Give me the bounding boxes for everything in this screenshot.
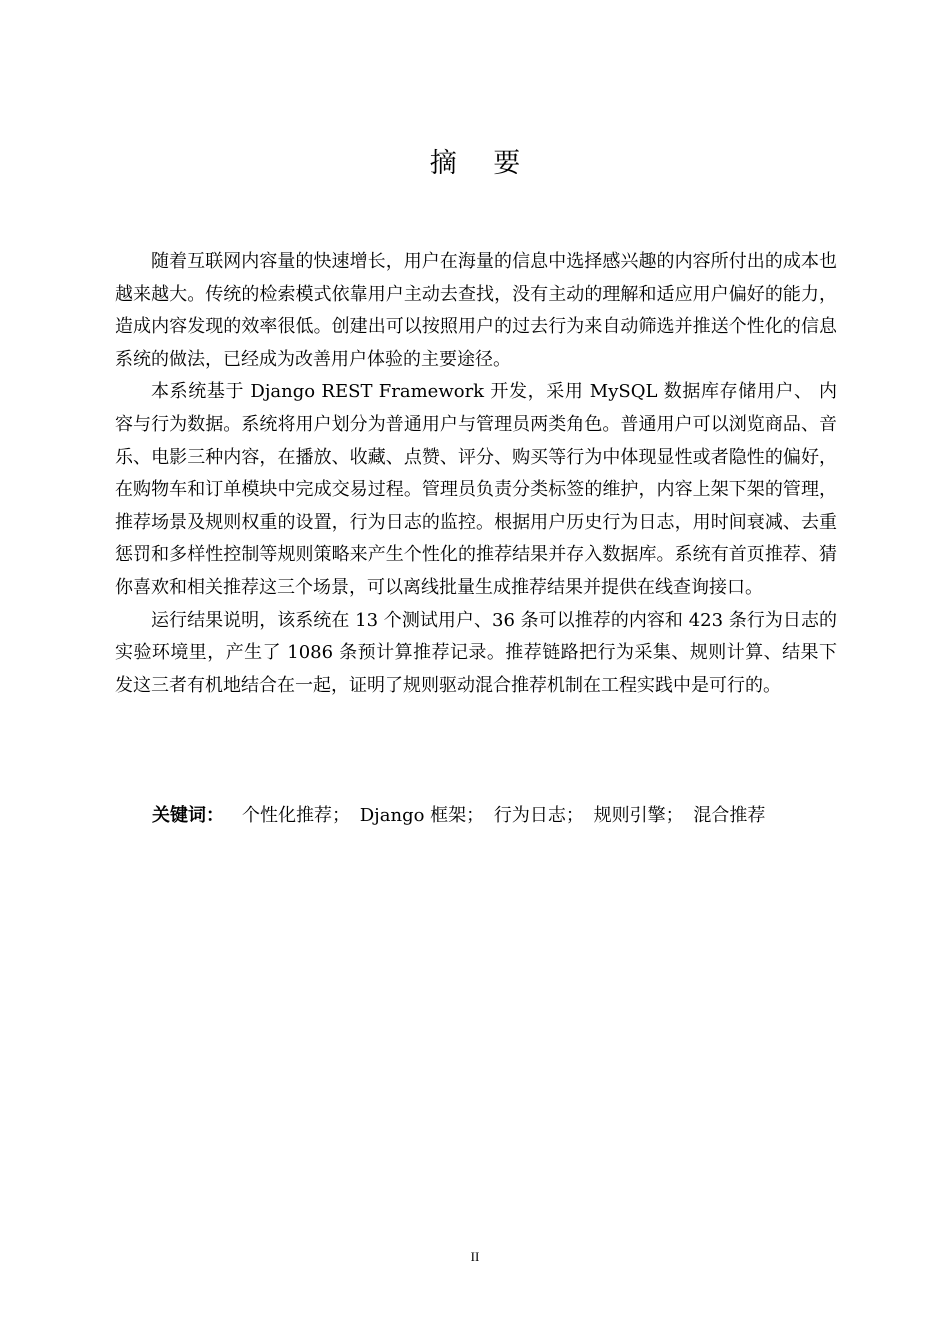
abstract-paragraph-3: 运行结果说明，该系统在 13 个测试用户、36 条可以推荐的内容和 423 条行为日志的实验环境里，产生了 1086 条预计算推荐记录。推荐链路把行为采集、规则计算、结果下发这三者有机地结合在一起，证明了规则驱动混合推荐机制在工程实践中是可行的。: [115, 609, 837, 696]
keyword-4: 规则引擎；: [593, 805, 684, 826]
page-number: II: [470, 1249, 480, 1264]
keyword-5: 混合推荐: [693, 805, 766, 826]
keywords-label: 关键词：: [152, 805, 224, 826]
abstract-paragraph-1: 随着互联网内容量的快速增长，用户在海量的信息中选择感兴趣的内容所付出的成本也越来越大。传统的检索模式依靠用户主动去查找，没有主动的理解和适应用户偏好的能力，造成内容发现的效率很低。创建出可以按照用户的过去行为来自动筛选并推送个性化的信息系统的做法，已经成为改善用户体验的主要途径。: [115, 251, 837, 370]
abstract-paragraph-2: 本系统基于 Django REST Framework 开发，采用 MySQL 数据库存储用户、 内容与行为数据。系统将用户划分为普通用户与管理员两类角色。普通用户可以浏览商品、音乐、电影三种内容，在播放、收藏、点赞、评分、购买等行为中体现显性或者隐性的偏好，在购物车和订单模块中完成交易过程。管理员负责分类标签的维护，内容上架下架的管理，推荐场景及规则权重的设置，行为日志的监控。根据用户历史行为日志，用时间衰减、去重惩罚和多样性控制等规则策略来产生个性化的推荐结果并存入数据库。系统有首页推荐、猜你喜欢和相关推荐这三个场景，可以离线批量生成推荐结果并提供在线查询接口。: [115, 381, 837, 598]
keywords-line: [152, 801, 852, 831]
keyword-1: 个性化推荐；: [242, 805, 350, 826]
abstract-body: [115, 246, 837, 702]
keyword-2: Django 框架；: [359, 805, 485, 826]
abstract-title: 摘 要: [429, 148, 535, 179]
keyword-3: 行为日志；: [493, 805, 584, 826]
